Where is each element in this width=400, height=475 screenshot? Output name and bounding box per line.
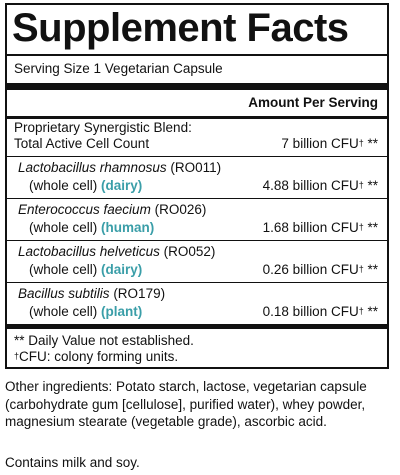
strain-name-row: [18, 286, 165, 302]
blend-label: Total Active Cell Count: [14, 136, 150, 151]
strain-name: Lactobacillus helveticus: [18, 244, 160, 259]
strain-source: (plant): [101, 304, 143, 319]
other-ingredients-line: magnesium stearate (vegetable grade), ascorbic acid.: [5, 414, 327, 429]
strain-code: (RO052): [163, 244, 216, 259]
other-ingredients: [5, 378, 367, 431]
strain-cell: (whole cell): [29, 304, 98, 319]
strain-amount: 0.18 billion CFU† **: [262, 304, 378, 319]
amount-header: Amount Per Serving: [248, 95, 378, 110]
thick-divider: [7, 83, 387, 90]
strain-name: Lactobacillus rhamnosus: [18, 160, 167, 175]
row-divider: [7, 240, 387, 241]
other-ingredients-line: (carbohydrate gum [cellulose], purified water), whey powder,: [5, 396, 366, 412]
strain-detail-row: [29, 178, 142, 194]
strain-code: (RO026): [154, 202, 207, 217]
row-divider: [7, 156, 387, 157]
panel-title: Supplement Facts: [12, 6, 349, 50]
allergen-statement: Contains milk and soy.: [5, 455, 140, 470]
strain-source: (dairy): [101, 262, 143, 277]
strain-code: (RO011): [170, 160, 222, 175]
strain-detail-row: [29, 304, 142, 320]
strain-code: (RO179): [113, 286, 166, 301]
strain-amount: 1.68 billion CFU† **: [262, 220, 378, 235]
strain-amount: 4.88 billion CFU† **: [262, 178, 378, 193]
strain-name-row: [18, 160, 221, 176]
row-divider: [7, 282, 387, 283]
header-divider: [7, 116, 387, 119]
row-divider: [7, 198, 387, 199]
serving-size: Serving Size 1 Vegetarian Capsule: [14, 61, 223, 76]
footnote-cfu: †CFU: colony forming units.: [14, 349, 179, 364]
other-ingredients-line: Other ingredients: Potato starch, lactose, vegetarian capsule: [5, 379, 367, 394]
strain-source: (human): [101, 220, 155, 235]
strain-cell: (whole cell): [29, 220, 98, 235]
strain-name: Bacillus subtilis: [18, 286, 110, 301]
title-divider: [7, 54, 387, 56]
blend-amount: 7 billion CFU† **: [281, 136, 378, 151]
strain-amount: 0.26 billion CFU† **: [262, 262, 378, 277]
footnote-daily-value: ** Daily Value not established.: [14, 333, 194, 348]
strain-cell: (whole cell): [29, 178, 98, 193]
blend-name: Proprietary Synergistic Blend:: [14, 120, 192, 135]
strain-name-row: [18, 202, 206, 218]
strain-detail-row: [29, 220, 154, 236]
strain-cell: (whole cell): [29, 262, 98, 277]
strain-detail-row: [29, 262, 142, 278]
strain-name: Enterococcus faecium: [18, 202, 151, 217]
strain-source: (dairy): [101, 178, 143, 193]
strain-name-row: [18, 244, 215, 260]
supplement-facts-panel: [5, 3, 389, 369]
bottom-thick-divider: [7, 324, 387, 329]
